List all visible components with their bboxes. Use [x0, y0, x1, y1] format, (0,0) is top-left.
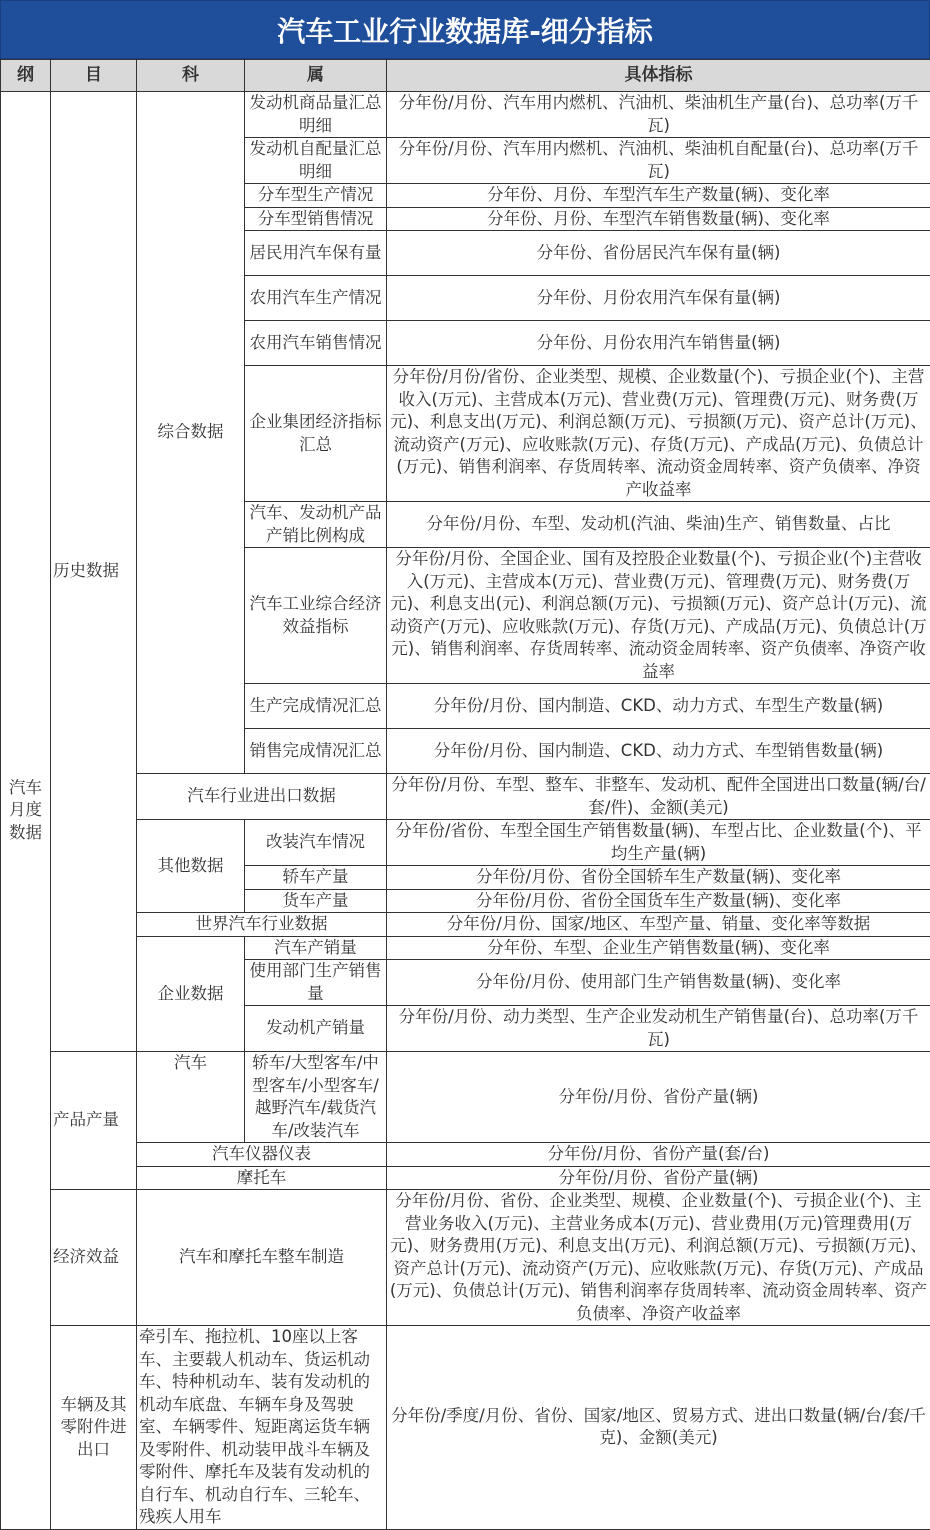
zhibiao-cell: 分年份/月份、汽车用内燃机、汽油机、柴油机自配量(台)、总功率(万千瓦)	[387, 138, 930, 184]
table-row	[1, 1166, 930, 1190]
zhibiao-cell: 分年份/月份、国内制造、CKD、动力方式、车型销售数量(辆)	[387, 729, 930, 774]
table-row	[1, 92, 930, 138]
shu-cell: 发动机商品量汇总明细	[245, 92, 387, 138]
zhibiao-cell: 分年份/月份、省份、企业类型、规模、企业数量(个)、亏损企业(个)、主营业务收入(万元)、主营业务成本(万元)、营业费用(万元)管理费用(万元)、财务费用(万元)、利息支出(万元)、利润总额(万元)、亏损额(万元)、资产总计(万元)、流动资产(万元)、应收账款(万元)、存货(万元)、产成品(万元)、负债总计(万元)、销售利润率存货周转率、流动资金周转率、资产负债率、净资产收益率	[387, 1190, 930, 1326]
indicator-table	[0, 59, 930, 1530]
zhibiao-cell: 分年份/月份、使用部门生产销售数量(辆)、变化率	[387, 960, 930, 1006]
zhibiao-cell: 分年份/月份、省份产量(套/台)	[387, 1143, 930, 1167]
shu-cell: 使用部门生产销售量	[245, 960, 387, 1006]
shu-cell: 居民用汽车保有量	[245, 231, 387, 276]
ke-industry-ie: 汽车行业进出口数据	[137, 774, 387, 820]
zhibiao-cell: 分年份/月份/省份、企业类型、规模、企业数量(个)、亏损企业(个)、主营收入(万元)、主营成本(万元)、营业费(万元)、管理费(万元)、财务费(万元)、利息支出(万元)、利润总额(万元)、亏损额(万元)、资产总计(万元)、流动资产(万元)、应收账款(万元)、存货(万元)、产成品(万元)、负债总计(万元)、销售利润率、存货周转率、流动资金周转率、资产负债率、净资产收益率	[387, 366, 930, 502]
zhibiao-cell: 分年份/月份、全国企业、国有及控股企业数量(个)、亏损企业(个)主营收入(万元)、主营成本(万元)、营业费(万元)、管理费(万元)、财务费(万元)、利息支出(元)、利润总额(万元)、亏损额(万元)、资产总计(万元)、流动资产(万元)、应收账款(万元)、存货(万元)、产成品(万元)、负债总计(万元)、销售利润率、存货周转率、流动资金周转率、资产负债率、净资产收益率	[387, 548, 930, 684]
table-row	[1, 913, 930, 937]
ke-instruments: 汽车仪器仪表	[137, 1143, 387, 1167]
mu-history: 历史数据	[51, 92, 137, 1052]
header-zhibiao: 具体指标	[387, 60, 930, 92]
zhibiao-cell: 分年份、车型、企业生产销售数量(辆)、变化率	[387, 936, 930, 960]
shu-cell: 农用汽车生产情况	[245, 276, 387, 321]
ke-other: 其他数据	[137, 820, 245, 913]
zhibiao-cell: 分年份/季度/月份、省份、国家/地区、贸易方式、进出口数量(辆/台/套/千克)、金额(美元)	[387, 1326, 930, 1530]
table-row	[1, 936, 930, 960]
zhibiao-cell: 分年份、月份、车型汽车销售数量(辆)、变化率	[387, 207, 930, 231]
zhibiao-cell: 分年份、月份、车型汽车生产数量(辆)、变化率	[387, 184, 930, 208]
shu-cell: 轿车/大型客车/中型客车/小型客车/越野汽车/载货汽车/改装汽车	[245, 1052, 387, 1143]
zhibiao-cell: 分年份/月份、汽车用内燃机、汽油机、柴油机生产量(台)、总功率(万千瓦)	[387, 92, 930, 138]
gang-cell: 汽车月度数据	[1, 92, 51, 1530]
ke-comprehensive: 综合数据	[137, 92, 245, 774]
zhibiao-cell: 分年份/省份、车型全国生产销售数量(辆)、车型占比、企业数量(个)、平均生产量(辆)	[387, 820, 930, 866]
mu-economic: 经济效益	[51, 1190, 137, 1326]
zhibiao-cell: 分年份、月份农用汽车保有量(辆)	[387, 276, 930, 321]
zhibiao-cell: 分年份/月份、国内制造、CKD、动力方式、车型生产数量(辆)	[387, 684, 930, 729]
table-row	[1, 1190, 930, 1326]
header-row	[1, 60, 930, 92]
shu-cell: 分车型销售情况	[245, 207, 387, 231]
zhibiao-cell: 分年份/月份、省份产量(辆)	[387, 1052, 930, 1143]
zhibiao-cell: 分年份、月份农用汽车销售量(辆)	[387, 321, 930, 366]
shu-cell: 生产完成情况汇总	[245, 684, 387, 729]
zhibiao-cell: 分年份/月份、车型、整车、非整车、发动机、配件全国进出口数量(辆/台/套/件)、金额(美元)	[387, 774, 930, 820]
header-ke: 科	[137, 60, 245, 92]
zhibiao-cell: 分年份、省份居民汽车保有量(辆)	[387, 231, 930, 276]
shu-cell: 汽车工业综合经济效益指标	[245, 548, 387, 684]
ke-auto-moto-mfg: 汽车和摩托车整车制造	[137, 1190, 387, 1326]
mu-product: 产品产量	[51, 1052, 137, 1190]
zhibiao-cell: 分年份/月份、国家/地区、车型产量、销量、变化率等数据	[387, 913, 930, 937]
shu-cell: 轿车产量	[245, 866, 387, 890]
ke-world: 世界汽车行业数据	[137, 913, 387, 937]
shu-cell: 企业集团经济指标汇总	[245, 366, 387, 502]
shu-cell: 汽车产销量	[245, 936, 387, 960]
shu-cell: 货车产量	[245, 889, 387, 913]
shu-cell: 发动机自配量汇总明细	[245, 138, 387, 184]
ke-enterprise: 企业数据	[137, 936, 245, 1052]
shu-cell: 发动机产销量	[245, 1006, 387, 1052]
zhibiao-cell: 分年份/月份、省份全国轿车生产数量(辆)、变化率	[387, 866, 930, 890]
table-row	[1, 820, 930, 866]
zhibiao-cell: 分年份/月份、车型、发动机(汽油、柴油)生产、销售数量、占比	[387, 502, 930, 548]
ke-motorcycle: 摩托车	[137, 1166, 387, 1190]
header-mu: 目	[51, 60, 137, 92]
shu-cell: 销售完成情况汇总	[245, 729, 387, 774]
ke-vehicle-parts: 牵引车、拖拉机、10座以上客车、主要载人机动车、货运机动车、特种机动车、装有发动机的机动车底盘、车辆车身及驾驶室、车辆零件、短距离运货车辆及零附件、机动装甲战斗车辆及零附件、摩托车及装有发动机的自行车、机动自行车、三轮车、残疾人用车	[137, 1326, 387, 1530]
page-title: 汽车工业行业数据库-细分指标	[0, 0, 930, 59]
table-row	[1, 1326, 930, 1530]
table-row	[1, 1052, 930, 1143]
shu-cell: 改装汽车情况	[245, 820, 387, 866]
shu-cell: 分车型生产情况	[245, 184, 387, 208]
header-gang: 纲	[1, 60, 51, 92]
table-row	[1, 774, 930, 820]
mu-import-export: 车辆及其零附件进出口	[51, 1326, 137, 1530]
shu-cell: 农用汽车销售情况	[245, 321, 387, 366]
zhibiao-cell: 分年份/月份、动力类型、生产企业发动机生产销售量(台)、总功率(万千瓦)	[387, 1006, 930, 1052]
zhibiao-cell: 分年份/月份、省份全国货车生产数量(辆)、变化率	[387, 889, 930, 913]
zhibiao-cell: 分年份/月份、省份产量(辆)	[387, 1166, 930, 1190]
ke-auto: 汽车	[137, 1052, 245, 1143]
table-row	[1, 1143, 930, 1167]
shu-cell: 汽车、发动机产品产销比例构成	[245, 502, 387, 548]
header-shu: 属	[245, 60, 387, 92]
